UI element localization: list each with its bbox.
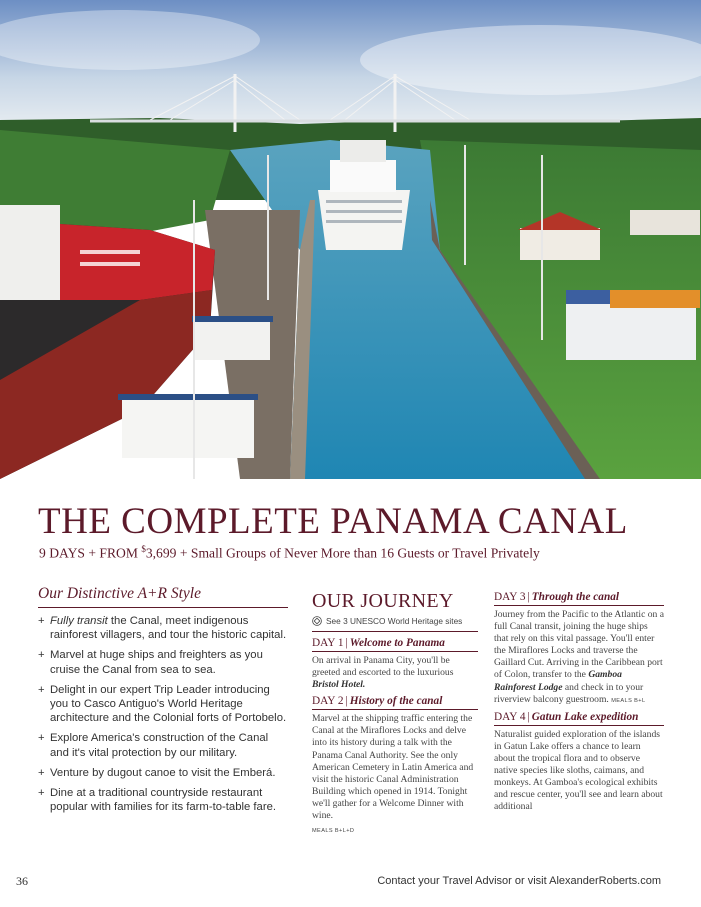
footer-contact: Contact your Travel Advisor or visit AlexanderRoberts.com xyxy=(377,875,661,887)
currency-symbol: $ xyxy=(141,544,146,554)
item-text: Venture by dugout canoe to visit the Emberá. xyxy=(50,766,276,779)
item-text: the Canal, meet indigenous rainforest villagers, and tour the historic capital. xyxy=(50,615,287,642)
item-text: Delight in our expert Trip Leader introducing you to Casco Antiguo's World Heritage architecture and the Colonial forts of Portobelo. xyxy=(50,683,287,725)
item-text: Marvel at huge ships and freighters as you cruise the Canal from sea to sea. xyxy=(50,649,263,676)
item-text: Dine at a traditional countryside restaurant popular with families for its farm-to-table fare. xyxy=(50,787,277,814)
day-heading: DAY 2 | History of the canal xyxy=(312,695,478,710)
item-emphasis: Fully transit xyxy=(50,615,108,627)
day-heading: DAY 4 | Gatun Lake expedition xyxy=(494,711,664,726)
list-item: + Venture by dugout canoe to visit the Emberá. xyxy=(38,766,276,779)
unesco-note xyxy=(312,612,478,632)
list-item: + Explore America's construction of the Canal and it's vital protection by our military. xyxy=(38,732,269,759)
day-description: Naturalist guided exploration of the islands in Gatun Lake offers a chance to learn about the tropical flora and to observe native species like sloths, caimans, and monkeys. At Gamboa's ecological exhibits and rescue center, you'll see and learn about additional xyxy=(494,728,663,813)
journey-section xyxy=(312,590,478,841)
day-heading: DAY 1 | Welcome to Panama xyxy=(312,637,478,652)
meals-badge: MEALS B+L+D xyxy=(312,828,355,835)
meals-badge: MEALS B+L xyxy=(611,697,646,704)
price: 3,699 xyxy=(145,545,177,561)
trip-summary xyxy=(39,544,540,562)
list-item: + Delight in our expert Trip Leader introducing you to Casco Antiguo's World Heritage architecture and the Colonial forts of Portobelo. xyxy=(38,683,287,725)
list-item: + Dine at a traditional countryside restaurant popular with families for its farm-to-table fare. xyxy=(38,787,277,814)
summary-suffix: + Small Groups of Never More than 16 Guests or Travel Privately xyxy=(176,545,540,561)
style-list xyxy=(38,614,288,814)
item-text: Explore America's construction of the Canal and it's vital protection by our military. xyxy=(50,732,269,759)
style-section xyxy=(38,585,288,820)
summary-prefix: 9 DAYS + FROM xyxy=(39,545,142,561)
unesco-text: See 3 UNESCO World Heritage sites xyxy=(326,616,463,626)
page-title: THE COMPLETE PANAMA CANAL xyxy=(38,501,628,542)
day-description: Journey from the Pacific to the Atlantic on a full Canal transit, joining the huge ships that rely on this vital passage. You'll enter the Miraflores Locks and traverse the Gaillard Cut. Arriving in the Caribbean port of Colon, transfer to the Gamboa Rainforest Lodge and check in to your riverview balcony guestroom. MEALS B+L xyxy=(494,609,664,705)
day-heading: DAY 3 | Through the canal xyxy=(494,591,664,606)
journey-heading: OUR JOURNEY xyxy=(312,590,454,612)
list-item: + Marvel at huge ships and freighters as you cruise the Canal from sea to sea. xyxy=(38,649,263,676)
world-heritage-icon xyxy=(312,616,322,626)
day-description: Marvel at the shipping traffic entering the Canal at the Miraflores Locks and delve into its history during a talk with the Panama Canal Authority. See the only American Cemetery in Latin America and visit the historic Canal Administration Building which opened in 1914. Tonight we'll gather for a Welcome Dinner with wine. MEALS B+L+D xyxy=(312,713,478,837)
journey-continued xyxy=(494,591,664,817)
list-item: + Fully transit the Canal, meet indigenous rainforest villagers, and tour the historic capital. xyxy=(38,615,287,642)
page-number: 36 xyxy=(16,874,28,888)
day-description: On arrival in Panama City, you'll be greeted and escorted to the luxurious Bristol Hotel. xyxy=(312,655,454,691)
style-heading: Our Distinctive A+R Style xyxy=(38,585,288,608)
